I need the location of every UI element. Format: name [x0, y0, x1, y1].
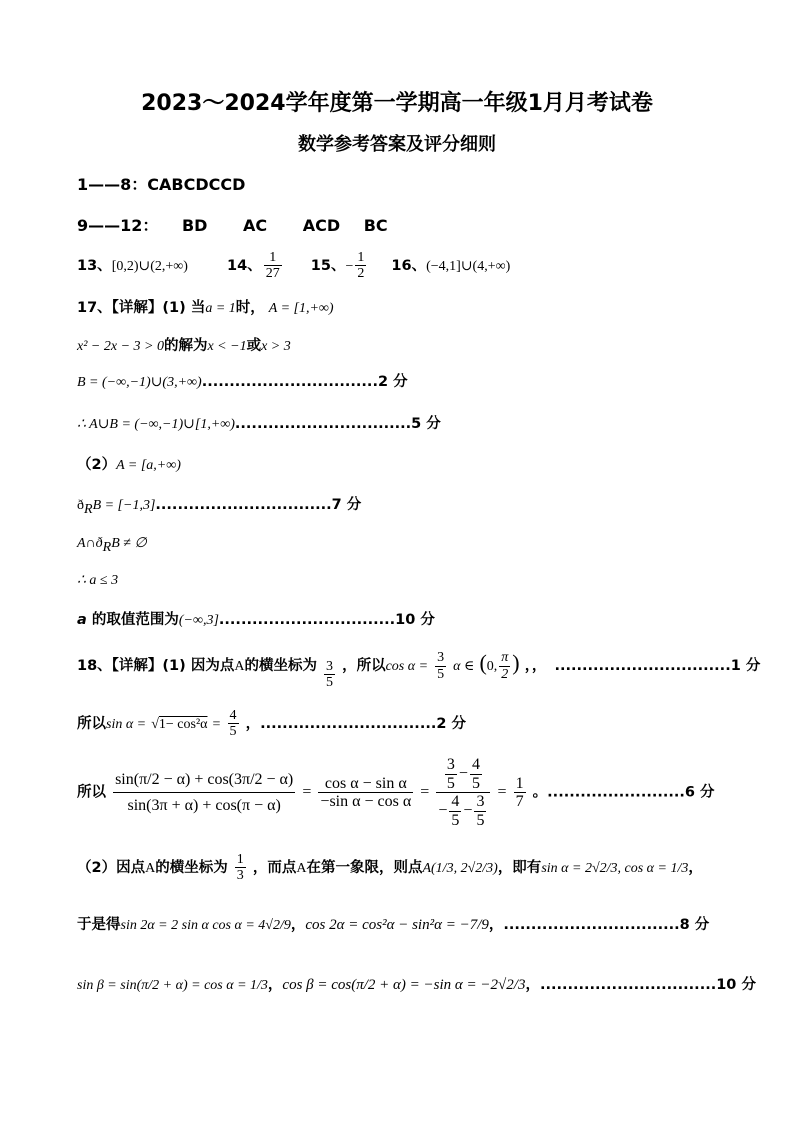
q18-double-angle: 于是得sin 2α = 2 sin α cos α = 4√2/9，cos 2α = cos²α − sin²α = −7/9，................................8 分	[77, 917, 710, 933]
page-title: 2023～2024学年度第一学期高一年级1月月考试卷	[141, 91, 653, 116]
multi-key-10: AC	[243, 216, 268, 235]
q18-header: 18、【详解】(1) 因为点A的横坐标为 $\frac{3}{5}$ ，所以cos α = $\frac{3}{5}$ α ∈ (0, $\frac{\pi}{2}$ ) ，， ................................1 分	[77, 650, 761, 690]
multi-key-11: ACD	[302, 216, 341, 235]
fill-answers: 13、[0,2)∪(2,+∞) 14、 $\frac{1}{27}$ 15、− $\frac{1}{2}$ 16、(−4,1]∪(4,+∞)	[77, 250, 511, 282]
mc-answers	[77, 172, 245, 195]
q17-range: a 的取值范围为(−∞,3]................................10 分	[77, 612, 435, 628]
q18-ratio: 所以 $\frac{\sin(\pi/2 - \alpha) + \cos(3\pi/2 - \alpha)}{\sin(3\pi + \alpha) + \cos(\pi - \alpha)}$ = $\frac{\text{cos α − sin α}}{\text{−sin α − cos α}}$ = $\frac{3}{5}$ − $\frac{4}{5}$ − $\frac{4}{5}$ − $\frac{3}{5}$ = $\frac{1}{7}$ 。.........................6 分	[77, 756, 715, 829]
mc-range: 1——8：	[77, 175, 148, 194]
q17-complement: $ð_RB = [-1,3]................................7$ 分	[77, 497, 362, 517]
multi-range: 9——12：	[77, 216, 159, 235]
q17-conclusion: ∴ a ≤ 3	[77, 573, 119, 588]
multi-key-9: BD	[181, 216, 208, 235]
fill-13-label: 13、	[77, 257, 112, 274]
q18-beta: sin β = sin(π/2 + α) = cos α = 1/3，cos β = cos(π/2 + α) = −sin α = −2√2/3，................................10 分	[77, 977, 756, 993]
q18-part2: （2）因点A的横坐标为 $\frac{1}{3}$ ，而点A在第一象限，则点A(1/3, 2√2/3)，即有sin α = 2√2/3, cos α = 1/3，	[77, 852, 703, 884]
fill-14-label: 14、	[227, 257, 262, 274]
q18-x-fraction: $\frac{3}{5}$	[326, 658, 334, 690]
q17-part2: （2）A = [a,+∞)	[77, 457, 181, 473]
q17-setB: B = (−∞,−1)∪(3,+∞)................................2 分	[77, 374, 408, 390]
q17-intersection: $A\cap ð_RB$ ≠ ∅	[77, 536, 147, 555]
mc-keys: CABCDCCD	[147, 175, 246, 194]
fill-15-fraction: $\frac{1}{2}$	[357, 250, 365, 282]
fill-15-label: 15、	[310, 257, 346, 274]
page-subtitle: 数学参考答案及评分细则	[298, 134, 496, 155]
fill-16-value: (−4,1]∪(4,+∞)	[426, 258, 511, 274]
fill-16-label: 16、	[391, 257, 427, 274]
q17-inequality: x² − 2x − 3 > 0的解为x < −1或x > 3	[77, 338, 291, 354]
q18-ratio-fraction: $\frac{\sin(\pi/2 - \alpha) + \cos(3\pi/2 - \alpha)}{\sin(3\pi + \alpha) + \cos(\pi - \alpha)}$	[115, 770, 294, 815]
q18-numeric-fraction: $\frac{3}{5}$ − $\frac{4}{5}$ − $\frac{4}{5}$ − $\frac{3}{5}$	[436, 756, 490, 829]
q17-header: 17、【详解】(1) 当a = 1时， A = [1,+∞)	[77, 300, 334, 316]
fill-14-fraction: $\frac{1}{27}$	[265, 250, 280, 282]
multi-key-12: BC	[363, 216, 388, 235]
multi-answers	[77, 213, 388, 236]
q18-sin: 所以sin α = √1− cos²α = $\frac{4}{5}$ ，................................2 分	[77, 708, 466, 740]
fill-13-value: [0,2)∪(2,+∞)	[111, 258, 188, 274]
q17-union: ∴ A∪B = (−∞,−1)∪[1,+∞)................................5 分	[77, 416, 441, 432]
